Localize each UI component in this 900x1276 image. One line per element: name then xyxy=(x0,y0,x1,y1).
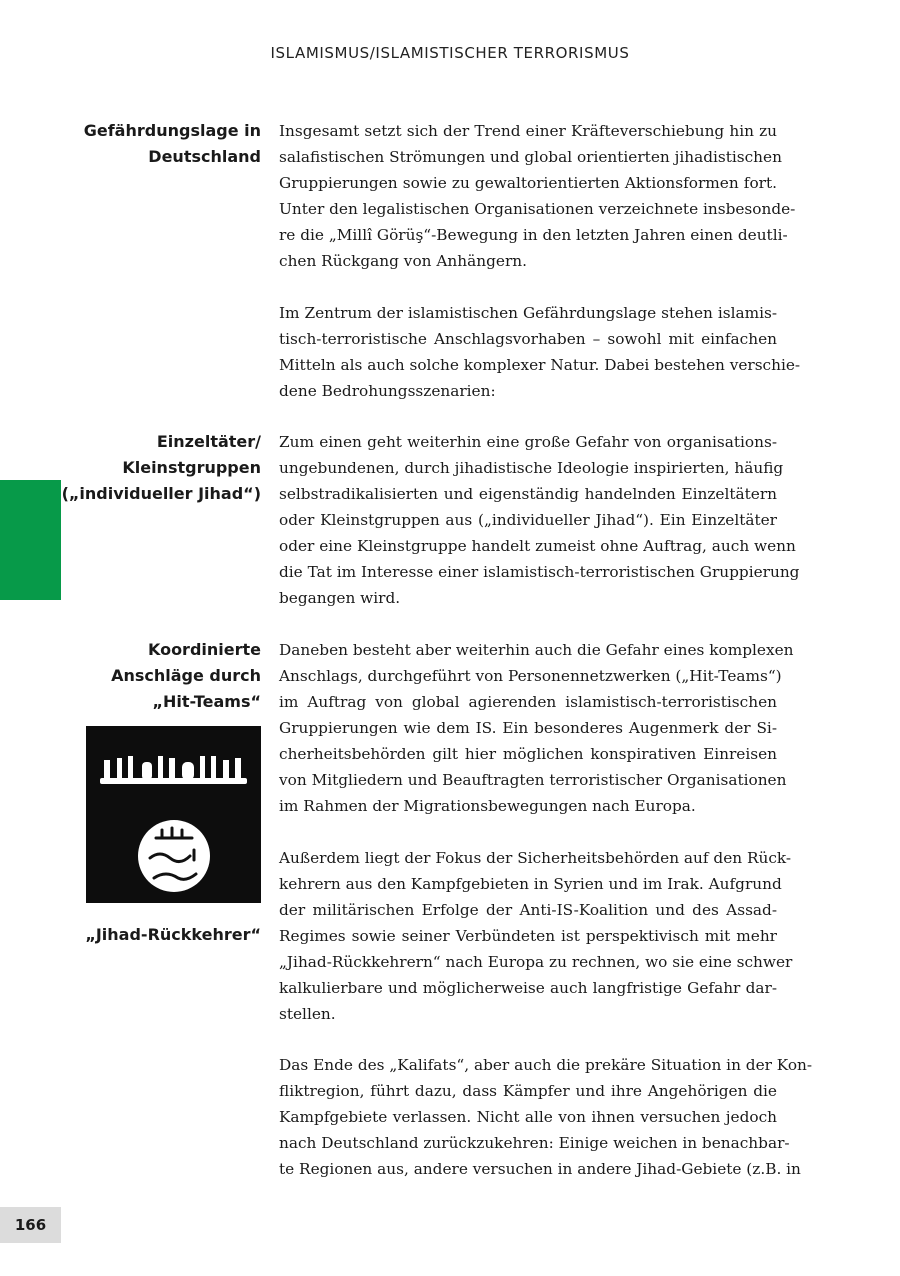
paragraph xyxy=(279,1052,813,1182)
text-line: dene Bedrohungsszenarien: xyxy=(279,382,496,400)
text-line: von Mitgliedern und Beauftragten terroristischer Organisationen xyxy=(279,771,787,789)
text-line: ungebundenen, durch jihadistische Ideologie inspirierten, häufig xyxy=(279,459,784,477)
text-line: cherheitsbehörden gilt hier möglichen konspirativen Einreisen xyxy=(279,745,777,763)
paragraph xyxy=(279,429,800,611)
text-line: Mitteln als auch solche komplexer Natur. Dabei bestehen verschie- xyxy=(279,356,801,374)
side-label-line: Gefährdungslage in xyxy=(83,121,261,140)
text-line: im Rahmen der Migrationsbewegungen nach Europa. xyxy=(279,797,696,815)
side-label-line: „Hit-Teams“ xyxy=(152,692,261,711)
text-line: nach Deutschland zurückzukehren: Einige weichen in benachbar- xyxy=(279,1134,790,1152)
side-label-line: „Jihad-Rückkehrer“ xyxy=(85,925,261,944)
text-line: fliktregion, führt dazu, dass Kämpfer und ihre Angehörigen die xyxy=(279,1082,777,1100)
text-line: Daneben besteht aber weiterhin auch die Gefahr eines komplexen xyxy=(279,641,794,659)
flag-seal xyxy=(138,820,210,892)
paragraph xyxy=(279,637,794,819)
side-label-line: Kleinstgruppen xyxy=(122,458,261,477)
text-line: „Jihad-Rückkehrern“ nach Europa zu rechnen, wo sie eine schwer xyxy=(279,953,793,971)
side-label-line: („individueller Jihad“) xyxy=(61,484,261,503)
flag-image xyxy=(86,726,261,903)
text-line: te Regionen aus, andere versuchen in andere Jihad-Gebiete (z.B. in xyxy=(279,1160,801,1178)
text-line: kalkulierbare und möglicherweise auch langfristige Gefahr dar- xyxy=(279,979,777,997)
side-label-line: Koordinierte xyxy=(147,640,261,659)
text-line: re die „Millî Görüş“-Bewegung in den letzten Jahren einen deutli- xyxy=(279,226,788,244)
paragraph xyxy=(279,845,793,1027)
text-line: die Tat im Interesse einer islamistisch-terroristischen Gruppierung xyxy=(279,563,800,581)
paragraph xyxy=(279,300,801,404)
text-line: im Auftrag von global agierenden islamistisch-terroristischen xyxy=(279,693,777,711)
text-line: Unter den legalistischen Organisationen verzeichnete insbesonde- xyxy=(279,200,796,218)
text-line: Im Zentrum der islamistischen Gefährdungslage stehen islamis- xyxy=(279,304,777,322)
text-line: Regimes sowie seiner Verbündeten ist perspektivisch mit mehr xyxy=(279,927,777,945)
text-line: chen Rückgang von Anhängern. xyxy=(279,252,527,270)
side-label-line: Deutschland xyxy=(148,147,261,166)
side-label-line: Anschläge durch xyxy=(111,666,261,685)
side-label-rueckkehrer xyxy=(85,922,261,948)
text-line: Zum einen geht weiterhin eine große Gefahr von organisations- xyxy=(279,433,777,451)
text-line: Kampfgebiete verlassen. Nicht alle von ihnen versuchen jedoch xyxy=(279,1108,777,1126)
side-label-einzeltaeter xyxy=(62,429,261,507)
text-line: kehrern aus den Kampfgebieten in Syrien und im Irak. Aufgrund xyxy=(279,875,782,893)
text-line: stellen. xyxy=(279,1005,336,1023)
text-line: Außerdem liegt der Fokus der Sicherheitsbehörden auf den Rück- xyxy=(279,849,792,867)
page-number: 166 xyxy=(0,1207,61,1243)
text-line: oder eine Kleinstgruppe handelt zumeist ohne Auftrag, auch wenn xyxy=(279,537,796,555)
text-line: begangen wird. xyxy=(279,589,401,607)
text-line: salafistischen Strömungen und global orientierten jihadistischen xyxy=(279,148,782,166)
text-line: der militärischen Erfolge der Anti-IS-Koalition und des Assad- xyxy=(279,901,777,919)
text-line: Gruppierungen sowie zu gewaltorientierten Aktionsformen fort. xyxy=(279,174,777,192)
text-line: tisch-terroristische Anschlagsvorhaben – sowohl mit einfachen xyxy=(279,330,777,348)
side-label-gefaehrdungslage xyxy=(84,118,261,170)
text-line: Das Ende des „Kalifats“, aber auch die prekäre Situation in der Kon- xyxy=(279,1056,813,1074)
text-line: Insgesamt setzt sich der Trend einer Kräfteverschiebung hin zu xyxy=(279,122,777,140)
paragraph xyxy=(279,118,796,274)
text-line: Anschlags, durchgeführt von Personennetzwerken („Hit-Teams“) xyxy=(279,667,782,685)
running-head: ISLAMISMUS/ISLAMISTISCHER TERRORISMUS xyxy=(270,44,630,62)
text-line: selbstradikalisierten und eigenständig handelnden Einzeltätern xyxy=(279,485,777,503)
section-color-tab xyxy=(0,480,61,600)
text-line: oder Kleinstgruppen aus („individueller Jihad“). Ein Einzeltäter xyxy=(279,511,777,529)
side-label-line: Einzeltäter/ xyxy=(156,432,261,451)
side-label-hit-teams xyxy=(111,637,261,715)
text-line: Gruppierungen wie dem IS. Ein besonderes Augenmerk der Si- xyxy=(279,719,777,737)
